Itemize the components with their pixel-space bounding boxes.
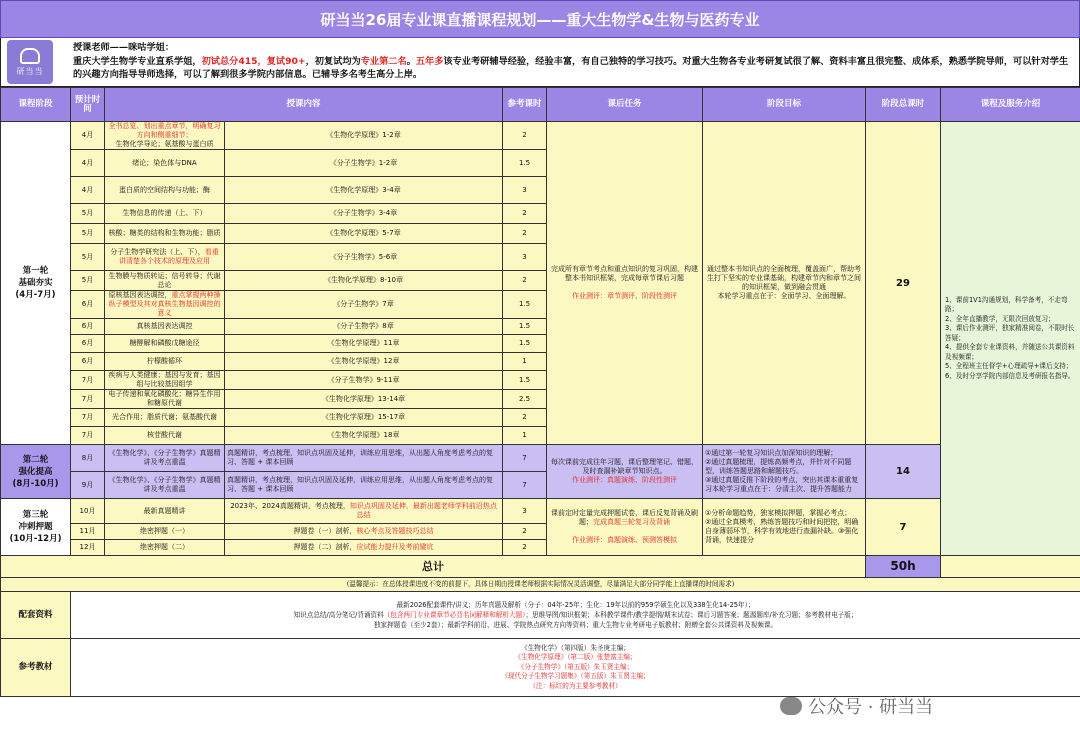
watermark-text: 公众号 · 研当当 (808, 697, 934, 718)
column-header: 预计时间 (71, 88, 105, 122)
hours-cell: 2 (503, 524, 547, 540)
content-cell (105, 177, 225, 204)
cell-text: 《现代分子生物学习题集》（第五版）朱玉贤主编； (501, 672, 650, 681)
content-cell: 绝密押题（二） (105, 540, 225, 556)
content-cell (105, 335, 225, 353)
total-row (1, 556, 1080, 578)
cell-text: 生物化学导论；氨基酸与蛋白质 (115, 140, 214, 148)
month-cell: 5月 (71, 224, 105, 244)
task-cell (547, 122, 703, 445)
page-title: 研当当26届专业课直播课程规划——重大生物学&生物与医药专业 (0, 0, 1080, 38)
cell-text: ；思维导图/知识框架；本科教学课件/教学提纲/期末试卷；课后习题答案；题源题库/补充习题；参考教材电子版； (525, 611, 858, 619)
stage-name: 第一轮 基础夯实 (4月-7月) (1, 122, 71, 445)
book-cell: 《分子生物学》9-11章 (225, 371, 503, 390)
book-cell: 《分子生物学》7章 (225, 291, 503, 319)
content-detail-cell: 真题精讲，考点梳理，知识点巩固及延伸，训练应用思维，从出题人角度考虑考点的复习、答题 + 课本回顾 (225, 445, 503, 472)
cell-text: 看重讲清楚各个技术的原理及应用 (119, 248, 219, 265)
month-cell: 6月 (71, 291, 105, 319)
content-cell (105, 204, 225, 224)
hours-cell: 1.5 (503, 291, 547, 319)
hours-cell: 2 (503, 540, 547, 556)
content-cell (105, 150, 225, 177)
hours-cell: 1 (503, 427, 547, 445)
book-cell: 《生物化学原理》12章 (225, 353, 503, 371)
month-cell: 8月 (71, 445, 105, 472)
month-cell: 6月 (71, 335, 105, 353)
cell-text: 疾病与人类健康；基因与发育；基因组与比较基因组学 (108, 371, 221, 388)
cell-text: 完成所有章节考点和重点知识的复习巩固，构建整本书知识框架，完成每章节课后习题 (551, 265, 699, 282)
goal-cell: ①分析命题趋势，独家模拟押题，掌握必考点； ②通过全真模考，熟练答题技巧和时间把控，明确自身薄弱环节，科学有效地进行查漏补缺。③强化背诵，快速提分 (703, 499, 866, 556)
content-cell (105, 224, 225, 244)
cell-text: 应试能力提升及考前避坑 (356, 543, 434, 551)
cell-text: 光合作用；脂质代谢；氨基酸代谢 (112, 413, 217, 421)
cell-text: 《生物化学》（第四版）朱圣庚主编； (521, 643, 630, 652)
hours-cell: 2 (503, 204, 547, 224)
cell-text: 作业测评：真题演练、预测答模拟 (572, 536, 678, 544)
brand-logo (7, 40, 53, 84)
cell-text: （注：标红的为主要参考教材） (529, 681, 622, 690)
content-detail-cell (225, 499, 503, 524)
goal-cell: ①通过第一轮复习知识点加深知识的理解； ②通过真题梳理，提炼高频考点，并针对不同题型，训练答题思路和解题技巧。 ③通过真题反推下阶段的考点，突出其课本重重复习本轮学习重点在于：分清主次、提升答题能力 (703, 445, 866, 499)
content-cell (105, 353, 225, 371)
month-cell: 10月 (71, 499, 105, 524)
content-cell: 《生物化学》、《分子生物学》真题精讲及考点重温 (105, 445, 225, 472)
month-cell: 11月 (71, 524, 105, 540)
column-header: 课程及服务介绍 (941, 88, 1080, 122)
content-cell: 最新真题精讲 (105, 499, 225, 524)
hours-cell: 2 (503, 122, 547, 150)
hours-cell: 3 (503, 244, 547, 271)
month-cell: 6月 (71, 319, 105, 335)
stage-hours: 7 (866, 499, 941, 556)
goal-cell: 通过整本书知识点的全面梳理，覆盖面广，帮助考生打下坚实的专业课基础，构建章节内和章节之间的知识框架，做到融会贯通 本轮学习重点在于：全面学习、全面理解。 (703, 122, 866, 445)
book-cell: 《生物化学原理》3-4章 (225, 177, 503, 204)
hours-cell: 7 (503, 472, 547, 499)
intro-part: 。 (406, 55, 416, 67)
cell-text: （包含两门专业课章节必背名词解释和解析大题） (383, 611, 526, 619)
intro-highlight: 专业第二名 (360, 55, 407, 67)
table-row (1, 499, 1080, 524)
book-cell: 《分子生物学》3-4章 (225, 204, 503, 224)
hours-cell: 2.5 (503, 390, 547, 409)
cell-text: 《分子生物学》（第五版）朱玉贤主编； (517, 662, 634, 671)
materials-label: 配套资料 (1, 592, 71, 639)
hours-cell: 3 (503, 177, 547, 204)
cell-text: 重点掌握两种操纵子模型及其对真核生物基因调控的意义 (108, 291, 221, 317)
wechat-icon (780, 697, 802, 715)
content-cell (105, 244, 225, 271)
total-label: 总计 (1, 556, 866, 578)
cell-text: 原核基因表达调控， (108, 291, 172, 299)
content-cell (105, 427, 225, 445)
cell-text: 最新2026配套课件/讲义；历年真题及解析（分子：04年-25年；生化：19年以前的959学硕生化以及338生化14-25年）； (396, 601, 755, 609)
content-cell (105, 122, 225, 150)
content-detail-cell (225, 540, 503, 556)
cell-text: 糖酵解和磷酸戊糖途径 (129, 339, 200, 347)
cell-text: 作业测评：章节测评、阶段性测评 (572, 292, 678, 300)
intro-highlight: 五年多 (415, 55, 444, 67)
cell-text: 分子生物学研究法（上、下）， (110, 248, 205, 256)
cell-text: 知识点巩固及延伸，最新出题老师学科前沿热点总结 (349, 502, 497, 519)
book-cell: 《生物化学原理》18章 (225, 427, 503, 445)
course-plan-table (0, 87, 1080, 697)
stage-name: 第三轮 冲刺押题 (10月-12月) (1, 499, 71, 556)
intro-part: ，初复试均为 (305, 55, 361, 67)
month-cell: 4月 (71, 177, 105, 204)
month-cell: 7月 (71, 390, 105, 409)
intro-part: 重庆大学生物学专业直系学姐， (73, 55, 202, 67)
books-label: 参考教材 (1, 639, 71, 697)
cell-text: 押题卷（一）剖析， (293, 527, 357, 535)
task-cell (547, 445, 703, 499)
month-cell: 5月 (71, 204, 105, 224)
column-header: 阶段总课时 (866, 88, 941, 122)
cell-text: 完成真题三轮复习及背诵 (593, 518, 671, 526)
hours-cell: 2 (503, 224, 547, 244)
cell-text: 全书总览、划出重点章节，明确复习方向和侧重细节； (108, 122, 221, 139)
content-cell (105, 271, 225, 291)
cell-text: 绪论；染色体与DNA (132, 158, 197, 167)
month-cell: 4月 (71, 122, 105, 150)
stage-name: 第二轮 强化提高 (8月-10月) (1, 445, 71, 499)
content-detail-cell (225, 524, 503, 540)
month-cell: 7月 (71, 409, 105, 427)
column-header: 阶段目标 (703, 88, 866, 122)
hours-cell: 1.5 (503, 335, 547, 353)
service-intro: 1、课前1V1沟通规划，科学备考，不走弯路； 2、全年直播教学，无限次回放复习； 3、课后作业测评，独家精准阅卷，不限时长答疑； 4、提供全套专业课资料，并随送公共课资料及视频课； 5、全程班主任督学+心理疏导+课后支持； 6、及时分享学院内部信息及考研报名指导。 (941, 122, 1080, 556)
cell-text: 每次课前完成往年习题，课后整理笔记、错题，及时查漏补缺章节知识点。 (551, 458, 699, 475)
month-cell: 5月 (71, 244, 105, 271)
watermark (780, 693, 933, 719)
hours-cell: 1.5 (503, 371, 547, 390)
books-row (1, 639, 1080, 697)
materials-content (71, 592, 1080, 639)
schedule-note: (温馨提示：在总体授课进度不变的前提下，具体日期由授课老师根据实际情况灵活调整，尽量满足大部分同学能上直播课的时间需求) (1, 578, 1080, 592)
content-cell (105, 291, 225, 319)
cell-text: 2023年、2024真题精讲，考点梳理， (230, 502, 350, 510)
cell-text: 作业测评：真题演练、阶段性测评 (572, 476, 678, 484)
column-header: 课后任务 (547, 88, 703, 122)
hours-cell: 1 (503, 353, 547, 371)
note-row (1, 578, 1080, 592)
cell-text: 核苷酸代谢 (147, 431, 182, 439)
book-cell: 《生物化学原理》8-10章 (225, 271, 503, 291)
content-cell: 绝密押题（一） (105, 524, 225, 540)
book-cell: 《分子生物学》8章 (225, 319, 503, 335)
cell-text: 柠檬酸循环 (147, 357, 182, 365)
content-cell (105, 390, 225, 409)
month-cell: 7月 (71, 371, 105, 390)
cell-text: 课前定时定量完成押题试卷，课后反复背诵及刷题； (551, 509, 699, 526)
teacher-intro (0, 38, 1080, 87)
hours-cell: 3 (503, 499, 547, 524)
hours-cell: 1.5 (503, 319, 547, 335)
book-cell: 《分子生物学》5-6章 (225, 244, 503, 271)
table-row (1, 122, 1080, 150)
task-cell (547, 499, 703, 556)
column-header: 授课内容 (105, 88, 503, 122)
month-cell: 4月 (71, 150, 105, 177)
cell-text: 生物信息的传递（上、下） (122, 209, 207, 217)
stage-hours: 29 (866, 122, 941, 445)
content-detail-cell: 真题精讲，考点梳理，知识点巩固及延伸，训练应用思维，从出题人角度考虑考点的复习、答题 + 课本回顾 (225, 472, 503, 499)
cell-text: 独家押题卷（至少2套）；最新学科前沿、进展、学院热点研究方向等资料；重大生物专业考研电子版教材；附赠全套公共课资料及视频课。 (373, 621, 778, 629)
logo-text: 研当当 (16, 66, 44, 76)
month-cell: 12月 (71, 540, 105, 556)
book-cell: 《生物化学原理》1-2章 (225, 122, 503, 150)
month-cell: 9月 (71, 472, 105, 499)
content-cell: 《生物化学》、《分子生物学》真题精讲及考点重温 (105, 472, 225, 499)
content-cell (105, 371, 225, 390)
cell-text: 核酸；糖类的结构和生物功能；脂质 (108, 229, 221, 237)
table-row (1, 445, 1080, 472)
cell-text: 《生物化学原理》（第二版）张楚富主编； (514, 653, 637, 662)
hours-cell: 2 (503, 409, 547, 427)
stage-hours: 14 (866, 445, 941, 499)
total-blank (941, 556, 1080, 578)
cell-text: 真核基因表达调控 (136, 322, 193, 330)
intro-part: 该专业考研辅导经验，经验丰富，有自己独特的学习技巧。对重大生物各专业考研复试很了解、资料丰富且很完整、成体系，熟悉学院导师，可以针对学生的兴趣方向指导导师选择，可以了解到很多学院内部信息。已辅导多名考生高分上岸。 (73, 55, 1069, 80)
cell-text: 押题卷（二）剖析， (293, 543, 357, 551)
book-cell: 《分子生物学》1-2章 (225, 150, 503, 177)
hours-cell: 1.5 (503, 150, 547, 177)
cell-text: 知识点总结/高分笔记/背诵资料 (293, 611, 384, 619)
column-header: 课程阶段 (1, 88, 71, 122)
intro-highlight: 初试总分415，复试90+ (201, 55, 306, 67)
month-cell: 6月 (71, 353, 105, 371)
hours-cell: 7 (503, 445, 547, 472)
cell-text: 生物膜与物质转运；信号转导；代谢总论 (108, 271, 221, 289)
teacher-name: 授课老师——咪咕学姐： (73, 42, 175, 53)
month-cell: 7月 (71, 427, 105, 445)
total-hours: 50h (866, 556, 941, 578)
cell-text: 蛋白质的空间结构与功能；酶 (119, 185, 210, 194)
pot-icon (20, 48, 40, 64)
cell-text: 核心考点及答题技巧总结 (356, 527, 434, 535)
book-cell: 《生物化学原理》13-14章 (225, 390, 503, 409)
content-cell (105, 319, 225, 335)
book-cell: 《生物化学原理》11章 (225, 335, 503, 353)
hours-cell: 2 (503, 271, 547, 291)
books-content (71, 639, 1080, 697)
materials-row (1, 592, 1080, 639)
cell-text: 电子传递和氧化磷酸化；糖异生作用和糖原代谢 (108, 390, 221, 407)
content-cell (105, 409, 225, 427)
intro-text (73, 41, 1073, 82)
book-cell: 《生物化学原理》5-7章 (225, 224, 503, 244)
column-header: 参考课时 (503, 88, 547, 122)
book-cell: 《生物化学原理》15-17章 (225, 409, 503, 427)
month-cell: 5月 (71, 271, 105, 291)
